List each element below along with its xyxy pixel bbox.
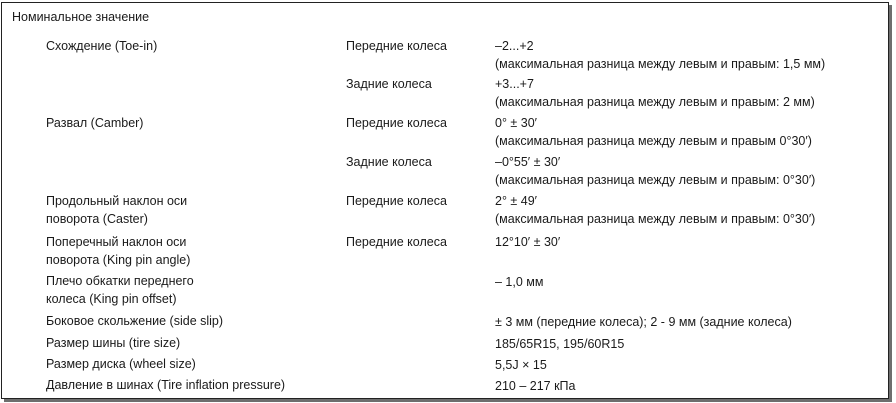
value-line: +3...+7 xyxy=(495,77,534,91)
param-line: Размер шины (tire size) xyxy=(46,336,181,350)
wheel-position: Задние колеса xyxy=(346,77,432,91)
wheel-position: Передние колеса xyxy=(346,39,447,53)
param-line: Давление в шинах (Tire inflation pressure) xyxy=(46,378,286,392)
value-line: 5,5J × 15 xyxy=(495,358,547,372)
param-caster xyxy=(46,192,187,228)
spec-table xyxy=(1,2,889,399)
param-king-pin-offset xyxy=(46,272,194,308)
value-line: 12°10′ ± 30′ xyxy=(495,235,561,249)
value-camber-front xyxy=(495,114,812,150)
param-line: Размер диска (wheel size) xyxy=(46,357,196,371)
param-line: Схождение (Toe-in) xyxy=(46,39,158,53)
value-line: – 1,0 мм xyxy=(495,275,544,289)
param-side-slip xyxy=(46,312,223,330)
param-camber xyxy=(46,114,143,132)
value-line: –0°55′ ± 30′ xyxy=(495,155,561,169)
param-king-pin-angle xyxy=(46,233,190,269)
value-tire-pressure xyxy=(495,377,576,395)
value-wheel-size xyxy=(495,356,547,374)
value-line: 0° ± 30′ xyxy=(495,116,538,130)
value-tire-size xyxy=(495,335,624,353)
value-caster xyxy=(495,192,815,228)
value-king-pin-angle xyxy=(495,233,560,251)
value-line: (максимальная разница между левым и правым 0°30′) xyxy=(495,134,812,148)
param-wheel-size xyxy=(46,355,196,373)
param-tire-pressure xyxy=(46,376,285,394)
value-line: 185/65R15, 195/60R15 xyxy=(495,337,625,351)
value-line: (максимальная разница между левым и правым: 0°30′) xyxy=(495,212,816,226)
param-line: Плечо обкатки переднего xyxy=(46,274,194,288)
wheel-position: Передние колеса xyxy=(346,194,447,208)
value-side-slip xyxy=(495,313,792,331)
wheel-position: Задние колеса xyxy=(346,155,432,169)
value-camber-rear xyxy=(495,153,815,189)
wheel-position: Передние колеса xyxy=(346,116,447,130)
param-line: поворота (King pin angle) xyxy=(46,253,191,267)
param-line: поворота (Caster) xyxy=(46,212,148,226)
value-toe-in-rear xyxy=(495,75,815,111)
param-line: Продольный наклон оси xyxy=(46,194,188,208)
param-tire-size xyxy=(46,334,180,352)
value-king-pin-offset xyxy=(495,273,543,291)
value-line: (максимальная разница между левым и правым: 2 мм) xyxy=(495,95,815,109)
param-line: Поперечный наклон оси xyxy=(46,235,187,249)
value-line: (максимальная разница между левым и правым: 0°30′) xyxy=(495,173,816,187)
value-line: –2...+2 xyxy=(495,39,534,53)
value-line: 2° ± 49′ xyxy=(495,194,538,208)
param-line: Боковое скольжение (side slip) xyxy=(46,314,224,328)
value-line: 210 – 217 кПа xyxy=(495,379,576,393)
param-line: Развал (Camber) xyxy=(46,116,144,130)
value-toe-in-front xyxy=(495,37,825,73)
value-line: ± 3 мм (передние колеса); 2 - 9 мм (задние колеса) xyxy=(495,315,792,329)
param-line: колеса (King pin offset) xyxy=(46,292,177,306)
table-heading: Номинальное значение xyxy=(12,10,150,24)
wheel-position: Передние колеса xyxy=(346,235,447,249)
value-line: (максимальная разница между левым и правым: 1,5 мм) xyxy=(495,57,826,71)
param-toe-in xyxy=(46,37,157,55)
